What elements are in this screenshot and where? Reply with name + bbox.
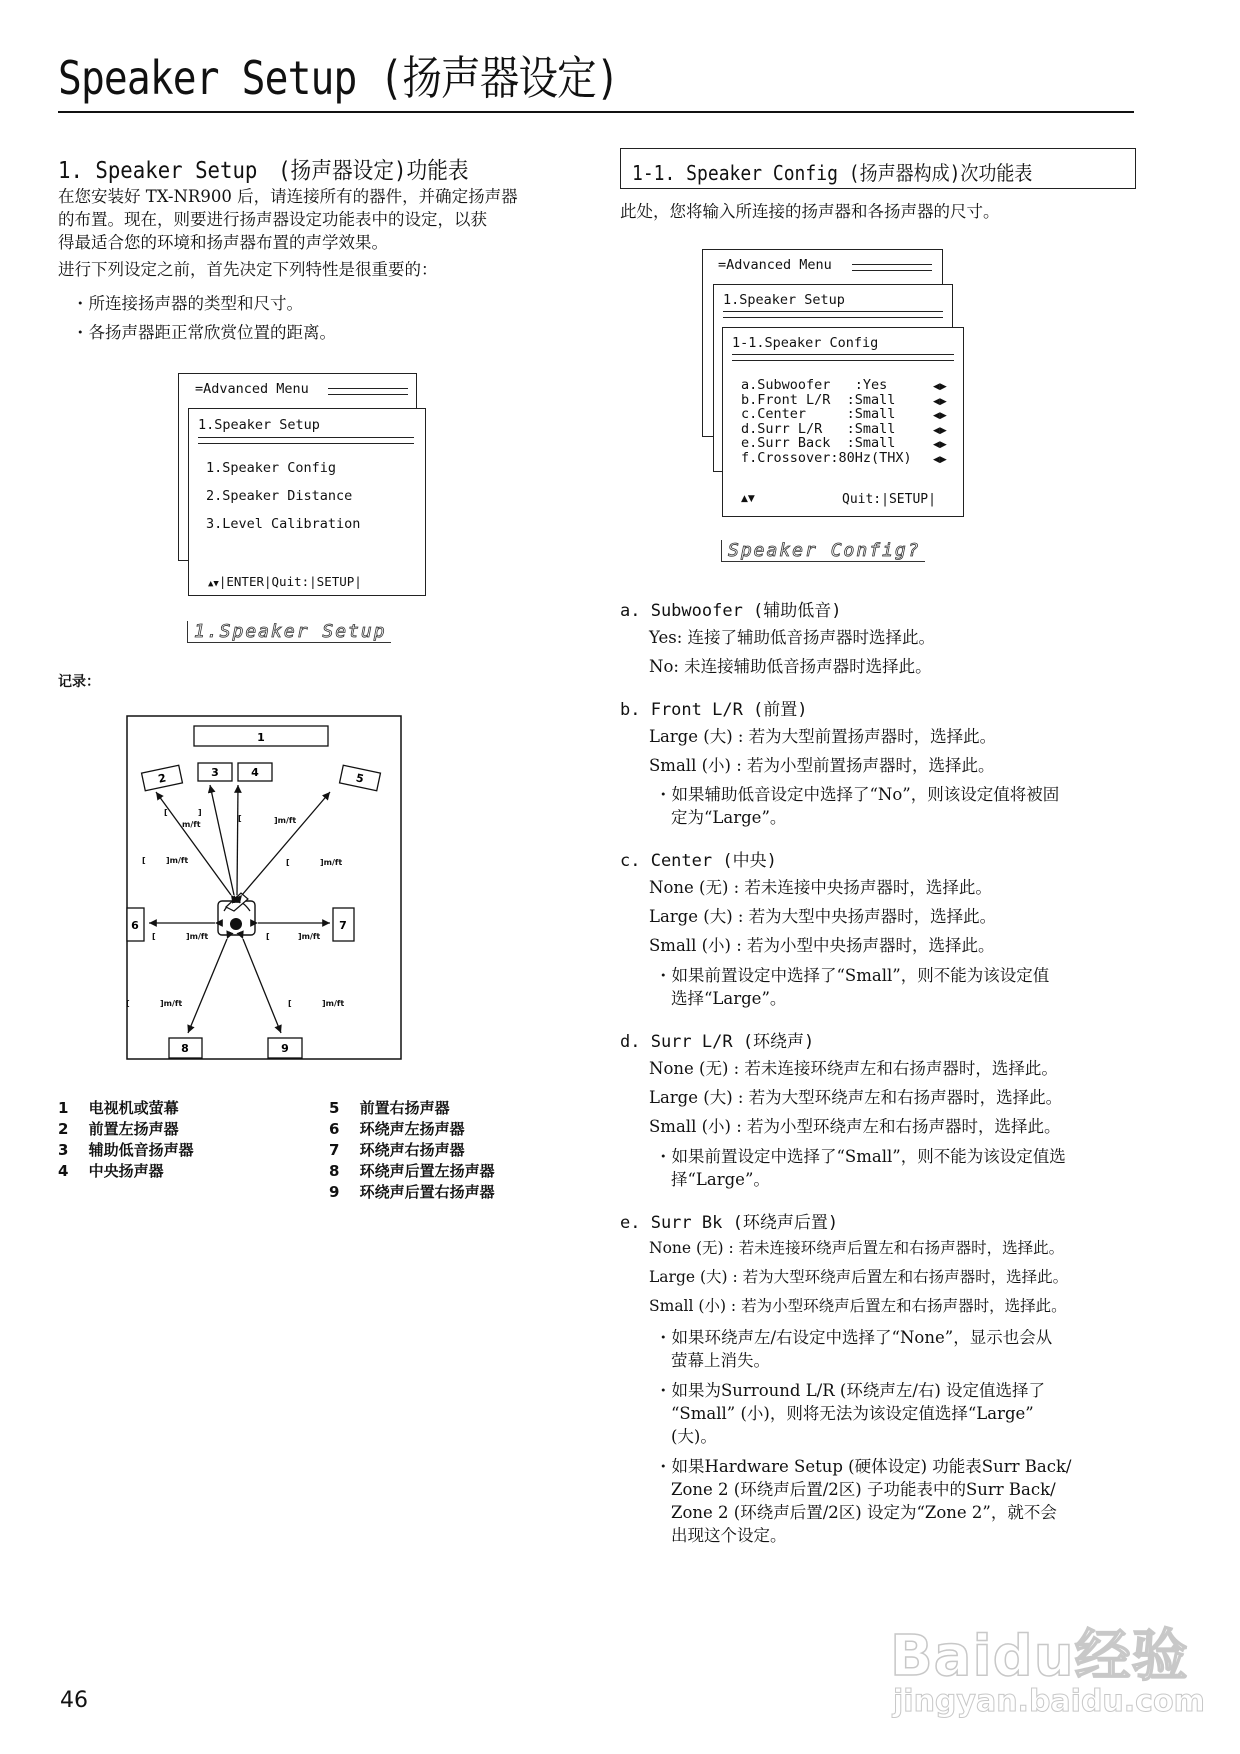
box-label-9: 9: [281, 1042, 289, 1055]
left-right-arrows-icon: ◀▶: [933, 396, 947, 407]
config-row-surr[interactable]: d.Surr L/R :Small: [741, 420, 896, 437]
bullet-2: ・各扬声器距正常欣赏位置的距离。: [72, 323, 336, 342]
listener-icon: [218, 893, 255, 935]
legend-item: 8 环绕声后置左扬声器: [329, 1162, 495, 1180]
left-right-arrows-icon: ◀▶: [933, 425, 947, 436]
up-down-arrows-icon: ▲▼: [741, 494, 755, 504]
config-rows: [741, 378, 912, 465]
section-e-note: ・如果为Surround L/R (环绕声左/右) 设定值选择了: [655, 1381, 1046, 1400]
box-label-1: 1: [257, 731, 265, 744]
section-e-head: e. Surr Bk (环绕声后置): [620, 1213, 839, 1233]
box-label-4: 4: [251, 766, 259, 779]
watermark-url: jingyan.baidu.com: [893, 1684, 1205, 1719]
legend-item: 3 辅助低音扬声器: [58, 1141, 194, 1159]
box-label-3: 3: [211, 766, 219, 779]
dist-c-close: ]m/ft: [274, 816, 297, 825]
dist-sw-open: [: [164, 808, 168, 817]
dist-sl-close: ]m/ft: [186, 932, 209, 941]
dist-c-open: [: [238, 814, 242, 823]
menu-item-speaker-distance[interactable]: 2.Speaker Distance: [206, 488, 353, 504]
section-b-line: Small (小) : 若为小型前置扬声器时，选择此。: [649, 756, 995, 775]
box-label-8: 8: [181, 1042, 189, 1055]
section-c-line: Small (小) : 若为小型中央扬声器时，选择此。: [649, 936, 995, 955]
section-c-note: ・如果前置设定中选择了“Small”，则不能为该设定值: [655, 966, 1050, 985]
dist-sl-open: [: [152, 932, 156, 941]
section-d-note: ・如果前置设定中选择了“Small”，则不能为该设定值选: [655, 1147, 1066, 1166]
section-c-note: 选择“Large”。: [671, 989, 787, 1008]
dist-sbl-close: ]m/ft: [160, 999, 183, 1008]
title-rule: [58, 111, 1134, 113]
config-mid-title: 1.Speaker Setup: [723, 292, 845, 308]
section-b-note: ・如果辅助低音设定中选择了“No”，则该设定值将被固: [655, 785, 1060, 804]
dist-sw-unit: m/ft: [182, 820, 201, 829]
dist-sr-close: ]m/ft: [298, 932, 321, 941]
config-row-subwoofer[interactable]: a.Subwoofer :Yes: [741, 377, 888, 393]
intro-line-3: 得最适合您的环境和扬声器布置的声学效果。: [58, 233, 388, 252]
section-c-head: c. Center (中央): [620, 851, 777, 871]
left-right-arrows-icon: ◀▶: [933, 454, 947, 465]
up-down-arrows-icon: ▲▼: [208, 579, 219, 589]
section-e-note: ・如果Hardware Setup (硬体设定) 功能表Surr Back/: [655, 1457, 1072, 1476]
legend-right: [329, 1098, 495, 1203]
legend-item: 2 前置左扬声器: [58, 1120, 179, 1138]
section-e-note: Zone 2 (环绕声后置/2区) 子功能表中的Surr Back/: [671, 1480, 1056, 1499]
intro-line-1: 在您安装好 TX-NR900 后，请连接所有的器件，并确定扬声器: [58, 187, 518, 206]
dist-sbr-close: ]m/ft: [322, 999, 345, 1008]
config-row-arrows: [933, 380, 947, 467]
page-title: Speaker Setup (扬声器设定): [58, 51, 619, 105]
menu-item-speaker-config[interactable]: 1.Speaker Config: [206, 460, 337, 476]
config-footer: Quit:|SETUP|: [842, 492, 936, 507]
sub-heading: 1-1. Speaker Config (扬声器构成)次功能表: [632, 161, 1033, 185]
right-intro: 此处，您将输入所连接的扬声器和各扬声器的尺寸。: [620, 202, 1000, 221]
config-row-surr-back[interactable]: e.Surr Back :Small: [741, 435, 896, 451]
section-e-line: None (无) : 若未连接环绕声后置左和右扬声器时，选择此。: [649, 1239, 1065, 1257]
menu-title-lines: [198, 437, 414, 444]
config-title: 1-1.Speaker Config: [732, 335, 879, 351]
intro-line-4: 进行下列设定之前，首先决定下列特性是很重要的：: [58, 260, 438, 279]
legend-item: 5 前置右扬声器: [329, 1099, 450, 1117]
section-e-note: “Small” (小)，则将无法为该设定值选择“Large”: [671, 1404, 1034, 1423]
section-e-line: Small (小) : 若为小型环绕声后置左和右扬声器时，选择此。: [649, 1297, 1067, 1315]
menu-item-level-calibration[interactable]: 3.Level Calibration: [206, 516, 361, 532]
box-label-6: 6: [131, 919, 139, 932]
legend-left: [58, 1098, 194, 1182]
config-row-front[interactable]: b.Front L/R :Small: [741, 391, 896, 408]
section-d-line: Large (大) : 若为大型环绕声左和右扬声器时，选择此。: [649, 1088, 1063, 1107]
section-a-head: a. Subwoofer (辅助低音): [620, 601, 842, 621]
menu-back-title: =Advanced Menu: [195, 381, 309, 397]
menu-back-lines: [328, 388, 408, 395]
config-caption: Speaker Config?: [721, 540, 925, 562]
section-e-note: Zone 2 (环绕声后置/2区) 设定为“Zone 2”，就不会: [671, 1503, 1057, 1522]
section-d-line: Small (小) : 若为小型环绕声左和右扬声器时，选择此。: [649, 1117, 1061, 1136]
watermark-logo: Baidu经验: [890, 1624, 1189, 1689]
left-right-arrows-icon: ◀▶: [933, 382, 947, 392]
legend-item: 1 电视机或萤幕: [58, 1099, 179, 1117]
bullet-1: ・所连接扬声器的类型和尺寸。: [72, 294, 303, 313]
box-label-5: 5: [354, 771, 365, 786]
section-e-note: (大)。: [671, 1427, 717, 1446]
config-mid-lines: [723, 311, 943, 318]
menu-title: 1.Speaker Setup: [198, 417, 320, 433]
section-a-line: Yes: 连接了辅助低音扬声器时选择此。: [649, 628, 935, 647]
dist-fr-close: ]m/ft: [320, 858, 343, 867]
left-right-arrows-icon: ◀▶: [933, 440, 947, 450]
config-row-crossover[interactable]: f.Crossover:80Hz(THX): [741, 449, 912, 466]
box-label-7: 7: [339, 919, 347, 932]
box-label-2: 2: [157, 771, 168, 786]
section-e-note: 萤幕上消失。: [671, 1351, 770, 1370]
section-e-note: ・如果环绕声左/右设定中选择了“None”，显示也会从: [655, 1328, 1053, 1347]
menu-footer: ▲▼|ENTER|Quit:|SETUP|: [208, 574, 362, 589]
intro-line-2: 的布置。现在，则要进行扬声器设定功能表中的设定，以获: [58, 210, 487, 229]
dist-sbr-open: [: [288, 999, 292, 1008]
section-b-note: 定为“Large”。: [671, 808, 787, 827]
legend-item: 4 中央扬声器: [58, 1162, 164, 1180]
section-e-note: 出现这个设定。: [671, 1526, 787, 1545]
config-title-lines: [732, 354, 954, 361]
section-c-line: None (无) : 若未连接中央扬声器时，选择此。: [649, 878, 992, 897]
section-d-note: 择“Large”。: [671, 1170, 770, 1189]
config-back-title: =Advanced Menu: [718, 257, 832, 273]
speaker-layout-diagram: [126, 715, 402, 1060]
left-right-arrows-icon: ◀▶: [933, 411, 947, 421]
dist-fl-open: [: [142, 856, 146, 865]
section-b-head: b. Front L/R (前置): [620, 700, 808, 720]
section-d-head: d. Surr L/R (环绕声): [620, 1032, 815, 1052]
dist-fr-open: [: [286, 858, 290, 867]
legend-item: 7 环绕声右扬声器: [329, 1141, 465, 1159]
section-a-line: No: 未连接辅助低音扬声器时选择此。: [649, 657, 932, 676]
legend-item: 6 环绕声左扬声器: [329, 1120, 465, 1138]
record-label: 记录：: [58, 674, 100, 690]
page-number: 46: [60, 1688, 88, 1713]
section-d-line: None (无) : 若未连接环绕声左和右扬声器时，选择此。: [649, 1059, 1058, 1078]
dist-fl-close: ]m/ft: [166, 856, 189, 865]
section-b-line: Large (大) : 若为大型前置扬声器时，选择此。: [649, 727, 997, 746]
front-left-box: [142, 765, 183, 791]
legend-item: 9 环绕声后置右扬声器: [329, 1183, 495, 1201]
section-c-line: Large (大) : 若为大型中央扬声器时，选择此。: [649, 907, 997, 926]
section-e-line: Large (大) : 若为大型环绕声后置左和右扬声器时，选择此。: [649, 1268, 1069, 1286]
dist-sbl-open: [: [126, 999, 130, 1008]
dist-sw-close: ]: [198, 808, 202, 817]
menu-caption: 1.Speaker Setup: [187, 621, 391, 643]
dist-sr-open: [: [266, 932, 270, 941]
config-row-center[interactable]: c.Center :Small: [741, 406, 896, 422]
front-right-box: [340, 765, 381, 791]
config-back-lines: [852, 264, 932, 271]
left-heading: 1. Speaker Setup (扬声器设定)功能表: [58, 158, 469, 184]
